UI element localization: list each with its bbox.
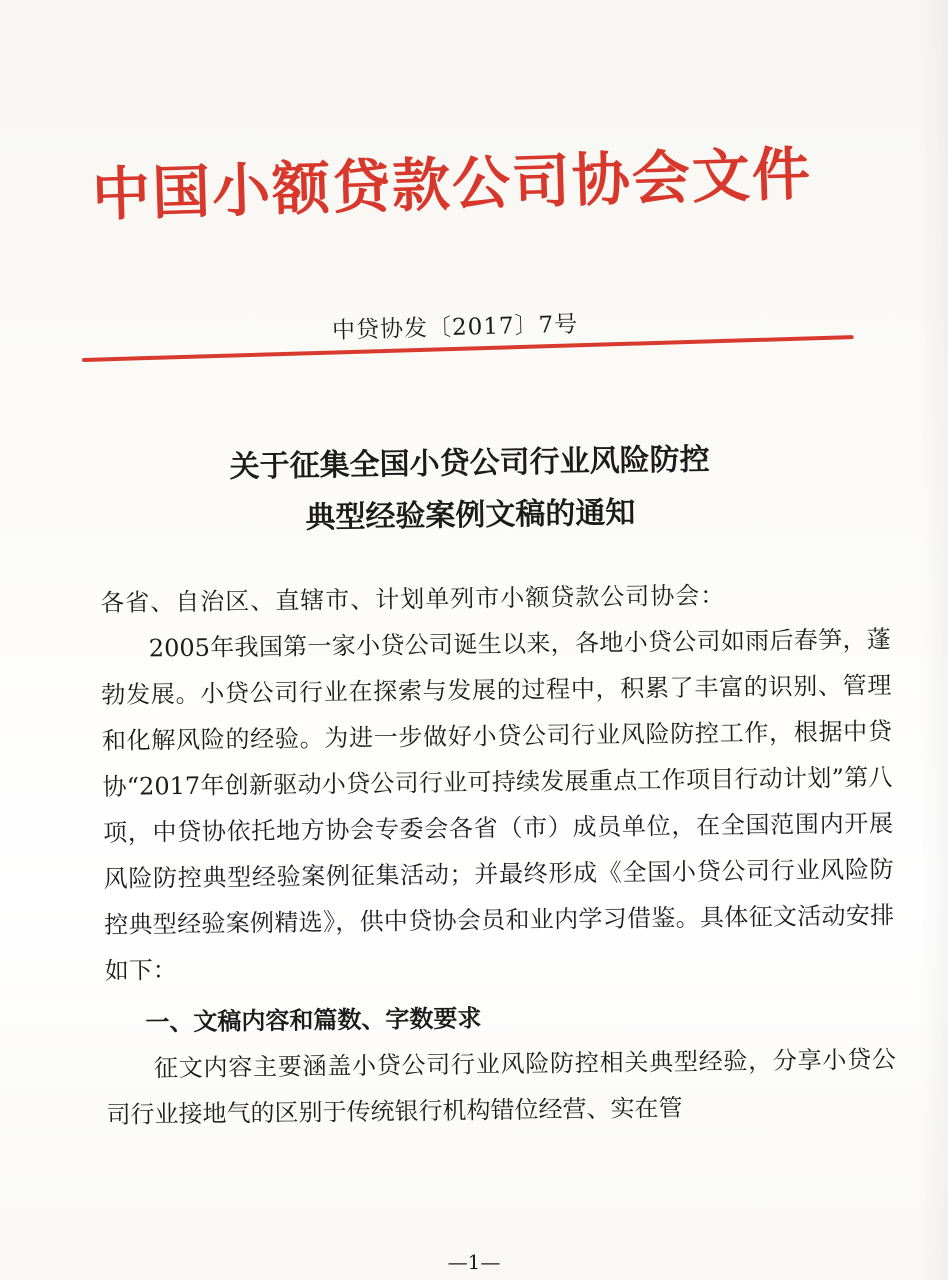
page-number: —1—	[447, 1250, 501, 1274]
paragraph-2: 征文内容主要涵盖小贷公司行业风险防控相关典型经验，分享小贷公司行业接地气的区别于传统银行机构错位经营、实在管	[106, 1045, 897, 1129]
document-number: 中贷协发〔2017〕7号	[331, 311, 579, 344]
page-edge-shadow	[918, 0, 948, 1280]
section-heading-1: 一、文稿内容和篇数、字数要求	[145, 1003, 482, 1037]
paragraph-1: 2005年我国第一家小贷公司诞生以来，各地小贷公司如雨后春笋，蓬勃发展。小贷公司行业在探索与发展的过程中，积累了丰富的识别、管理和化解风险的经验。为进一步做好小贷公司行业风险防控工作，根据中贷协“2017年创新驱动小贷公司行业可持续发展重点工作项目行动计划”第八项，中贷协依托地方协会专委会各省（市）成员单位，在全国范围内开展风险防控典型经验案例征集活动；并最终形成《全国小贷公司行业风险防控典型经验案例精选》，供中贷协会员和业内学习借鉴。具体征文活动安排如下：	[101, 625, 895, 985]
notice-title-line-1: 关于征集全国小贷公司行业风险防控	[229, 442, 710, 485]
notice-body	[100, 570, 897, 1138]
organization-header-title: 中国小额贷款公司协会文件	[91, 139, 813, 229]
salutation: 各省、自治区、直辖市、计划单列市小额贷款公司协会：	[100, 581, 726, 617]
notice-title	[159, 433, 781, 547]
notice-title-line-2: 典型经验案例文稿的通知	[305, 495, 636, 536]
